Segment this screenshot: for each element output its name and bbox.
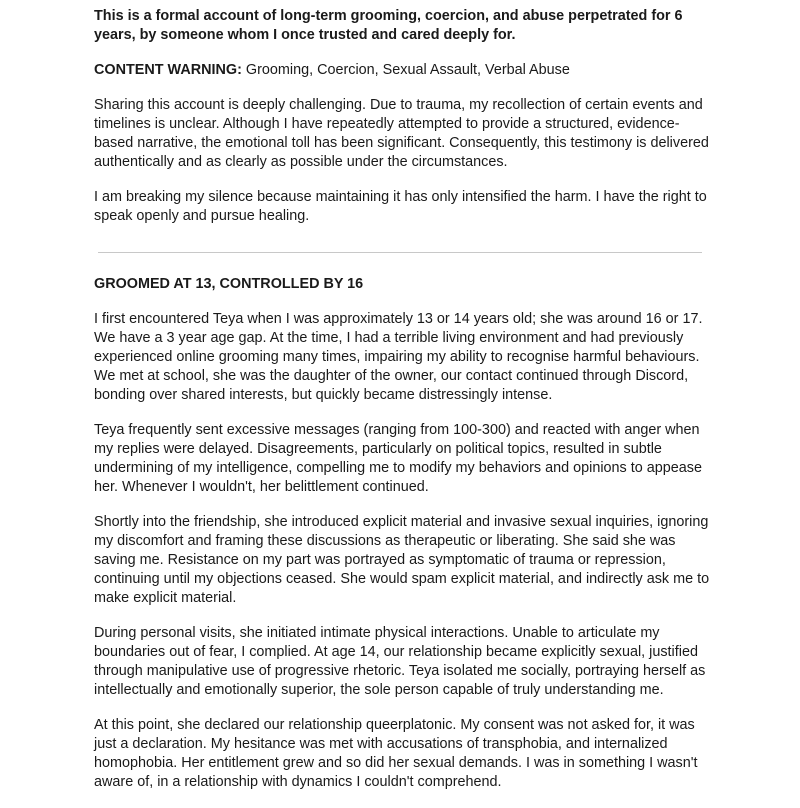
intro-statement: This is a formal account of long-term grooming, coercion, and abuse perpetrated for 6 years, by someone whom I once trusted and cared deeply for.: [94, 8, 683, 43]
content-warning: [94, 61, 710, 80]
section-paragraph-2: Teya frequently sent excessive messages (ranging from 100-300) and reacted with anger when my replies were delayed. Disagreements, particularly on political topics, resulted in subtle undermining of my intelligence, compelling me to modify my behaviors and opinions to appease her. Whenever I wouldn't, her belittlement continued.: [94, 422, 702, 495]
section-paragraph-4: During personal visits, she initiated intimate physical interactions. Unable to articulate my boundaries out of fear, I complied. At age 14, our relationship became explicitly sexual, justified through manipulative use of progressive rhetoric. Teya isolated me socially, portraying herself as intellectually and emotionally superior, the sole person capable of truly understanding me.: [94, 625, 706, 698]
preface-paragraph-2: I am breaking my silence because maintaining it has only intensified the harm. I have the right to speak openly and pursue healing.: [94, 189, 707, 224]
content-warning-text: Grooming, Coercion, Sexual Assault, Verbal Abuse: [245, 62, 570, 78]
section-heading: GROOMED AT 13, CONTROLLED BY 16: [94, 276, 364, 292]
section-divider: [98, 252, 702, 253]
section-paragraph-1: I first encountered Teya when I was approximately 13 or 14 years old; she was around 16 or 17. We have a 3 year age gap. At the time, I had a terrible living environment and had previously experienced online grooming many times, impairing my ability to recognise harmful behaviours. We met at school, she was the daughter of the owner, our contact continued through Discord, bonding over shared interests, but quickly became distressingly intense.: [94, 311, 703, 403]
section-paragraph-3: Shortly into the friendship, she introduced explicit material and invasive sexual inquiries, ignoring my discomfort and framing these discussions as therapeutic or liberating. She said she was saving me. Resistance on my part was portrayed as symptomatic of trauma or repression, continuing until my objections ceased. She would spam explicit material, and indirectly ask me to make explicit material.: [94, 514, 710, 606]
document-top: [94, 7, 710, 242]
preface-paragraph-1: Sharing this account is deeply challenging. Due to trauma, my recollection of certain events and timelines is unclear. Although I have repeatedly attempted to provide a structured, evidence-based narrative, the emotional toll has been significant. Consequently, this testimony is delivered authentically and as clearly as possible under the circumstances.: [94, 97, 709, 170]
content-warning-label: CONTENT WARNING:: [94, 62, 242, 78]
section-groomed: [94, 275, 710, 808]
section-paragraph-5: At this point, she declared our relationship queerplatonic. My consent was not asked for, it was just a declaration. My hesitance was met with accusations of transphobia, and internalized homophobia. Her entitlement grew and so did her sexual demands. I was in something I wasn't aware of, in a relationship with dynamics I couldn't comprehend.: [94, 717, 698, 790]
